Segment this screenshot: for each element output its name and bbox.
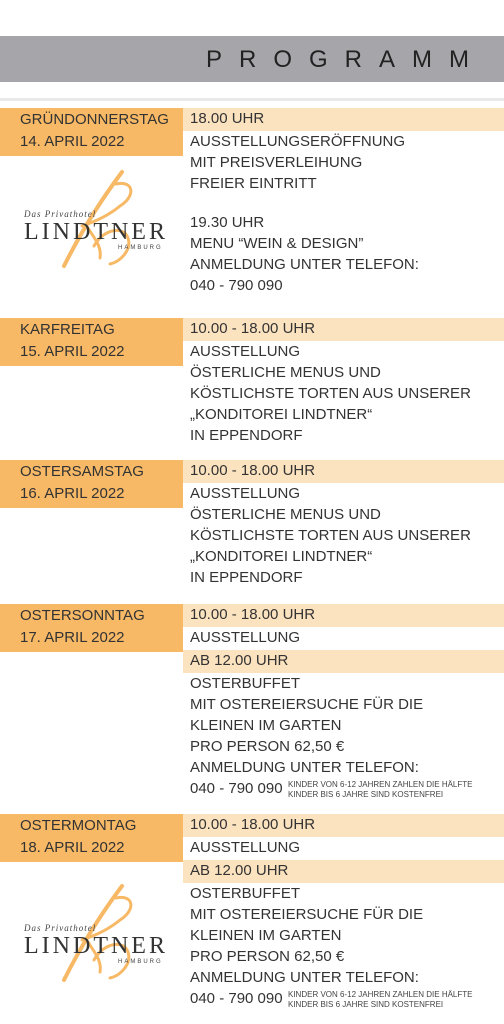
day-name: OSTERSONNTAG: [20, 607, 145, 624]
time-label: AB 12.00 UHR: [190, 862, 289, 879]
event-line: PRO PERSON 62,50 €: [190, 948, 345, 965]
event-line: MENU “WEIN & DESIGN”: [190, 235, 364, 252]
time-label: 10.00 - 18.00 UHR: [190, 816, 316, 833]
day-name: OSTERMONTAG: [20, 817, 137, 834]
time-band: [183, 604, 504, 627]
phone-number: 040 - 790 090: [190, 780, 283, 797]
day-date: 16. APRIL 2022: [20, 485, 125, 502]
day-name: GRÜNDONNERSTAG: [20, 111, 169, 128]
event-line: KÖSTLICHSTE TORTEN AUS UNSERER: [190, 527, 471, 544]
day-label-box: [0, 814, 183, 862]
event-line: „KONDITOREI LINDTNER“: [190, 548, 373, 565]
event-line: AUSSTELLUNG: [190, 343, 301, 360]
event-line: PRO PERSON 62,50 €: [190, 738, 345, 755]
event-line: ANMELDUNG UNTER TELEFON:: [190, 969, 419, 986]
event-line: KÖSTLICHSTE TORTEN AUS UNSERER: [190, 385, 471, 402]
time-band: [183, 650, 504, 673]
time-band: [183, 460, 504, 483]
logo-wordmark: LINDTNER: [24, 933, 168, 959]
logo-tagline: Das Privathotel: [24, 923, 97, 933]
event-line: KLEINEN IM GARTEN: [190, 717, 342, 734]
time-label: 10.00 - 18.00 UHR: [190, 462, 316, 479]
logo-city: HAMBURG: [118, 959, 163, 965]
time-label: 10.00 - 18.00 UHR: [190, 320, 316, 337]
event-line: KLEINEN IM GARTEN: [190, 927, 342, 944]
header-divider: [0, 98, 504, 101]
phone-number: 040 - 790 090: [190, 990, 283, 1007]
page-title: PROGRAMM: [206, 46, 486, 73]
hotel-logo: [24, 880, 168, 990]
event-line: IN EPPENDORF: [190, 427, 303, 444]
day-date: 17. APRIL 2022: [20, 629, 125, 646]
time-band: [183, 860, 504, 883]
logo-tagline: Das Privathotel: [24, 209, 97, 219]
logo-wordmark: LINDTNER: [24, 219, 168, 245]
time-label: 18.00 UHR: [190, 110, 265, 127]
day-date: 18. APRIL 2022: [20, 839, 125, 856]
time-label: 10.00 - 18.00 UHR: [190, 606, 316, 623]
event-line: ANMELDUNG UNTER TELEFON:: [190, 256, 419, 273]
event-line: AUSSTELLUNG: [190, 485, 301, 502]
day-name: KARFREITAG: [20, 321, 115, 338]
time-label: AB 12.00 UHR: [190, 652, 289, 669]
event-line: MIT OSTEREIERSUCHE FÜR DIE: [190, 906, 424, 923]
event-line: IN EPPENDORF: [190, 569, 303, 586]
event-line: AUSSTELLUNGSERÖFFNUNG: [190, 133, 406, 150]
day-date: 15. APRIL 2022: [20, 343, 125, 360]
day-label-box: [0, 318, 183, 366]
event-line: „KONDITOREI LINDTNER“: [190, 406, 373, 423]
child-price-note: KINDER VON 6-12 JAHREN ZAHLEN DIE HÄLFTE: [288, 990, 473, 999]
event-line: MIT PREISVERLEIHUNG: [190, 154, 363, 171]
event-line: ÖSTERLICHE MENUS UND: [190, 506, 381, 523]
child-free-note: KINDER BIS 6 JAHRE SIND KOSTENFREI: [288, 1000, 444, 1009]
hotel-logo: [24, 166, 168, 276]
time-band: [183, 318, 504, 341]
day-label-box: [0, 604, 183, 652]
event-line: OSTERBUFFET: [190, 885, 301, 902]
day-label-box: [0, 108, 183, 156]
event-line: MIT OSTEREIERSUCHE FÜR DIE: [190, 696, 424, 713]
event-line: OSTERBUFFET: [190, 675, 301, 692]
event-line: AUSSTELLUNG: [190, 839, 301, 856]
event-line: FREIER EINTRITT: [190, 175, 317, 192]
logo-city: HAMBURG: [118, 245, 163, 251]
time-label: 19.30 UHR: [190, 214, 265, 231]
child-price-note: KINDER VON 6-12 JAHREN ZAHLEN DIE HÄLFTE: [288, 780, 473, 789]
event-line: ÖSTERLICHE MENUS UND: [190, 364, 381, 381]
day-date: 14. APRIL 2022: [20, 133, 125, 150]
time-band: [183, 814, 504, 837]
event-line: ANMELDUNG UNTER TELEFON:: [190, 759, 419, 776]
child-free-note: KINDER BIS 6 JAHRE SIND KOSTENFREI: [288, 790, 444, 799]
day-name: OSTERSAMSTAG: [20, 463, 144, 480]
phone-number: 040 - 790 090: [190, 277, 283, 294]
header-bar: [0, 36, 504, 82]
day-label-box: [0, 460, 183, 508]
event-line: AUSSTELLUNG: [190, 629, 301, 646]
time-band: [183, 108, 504, 131]
